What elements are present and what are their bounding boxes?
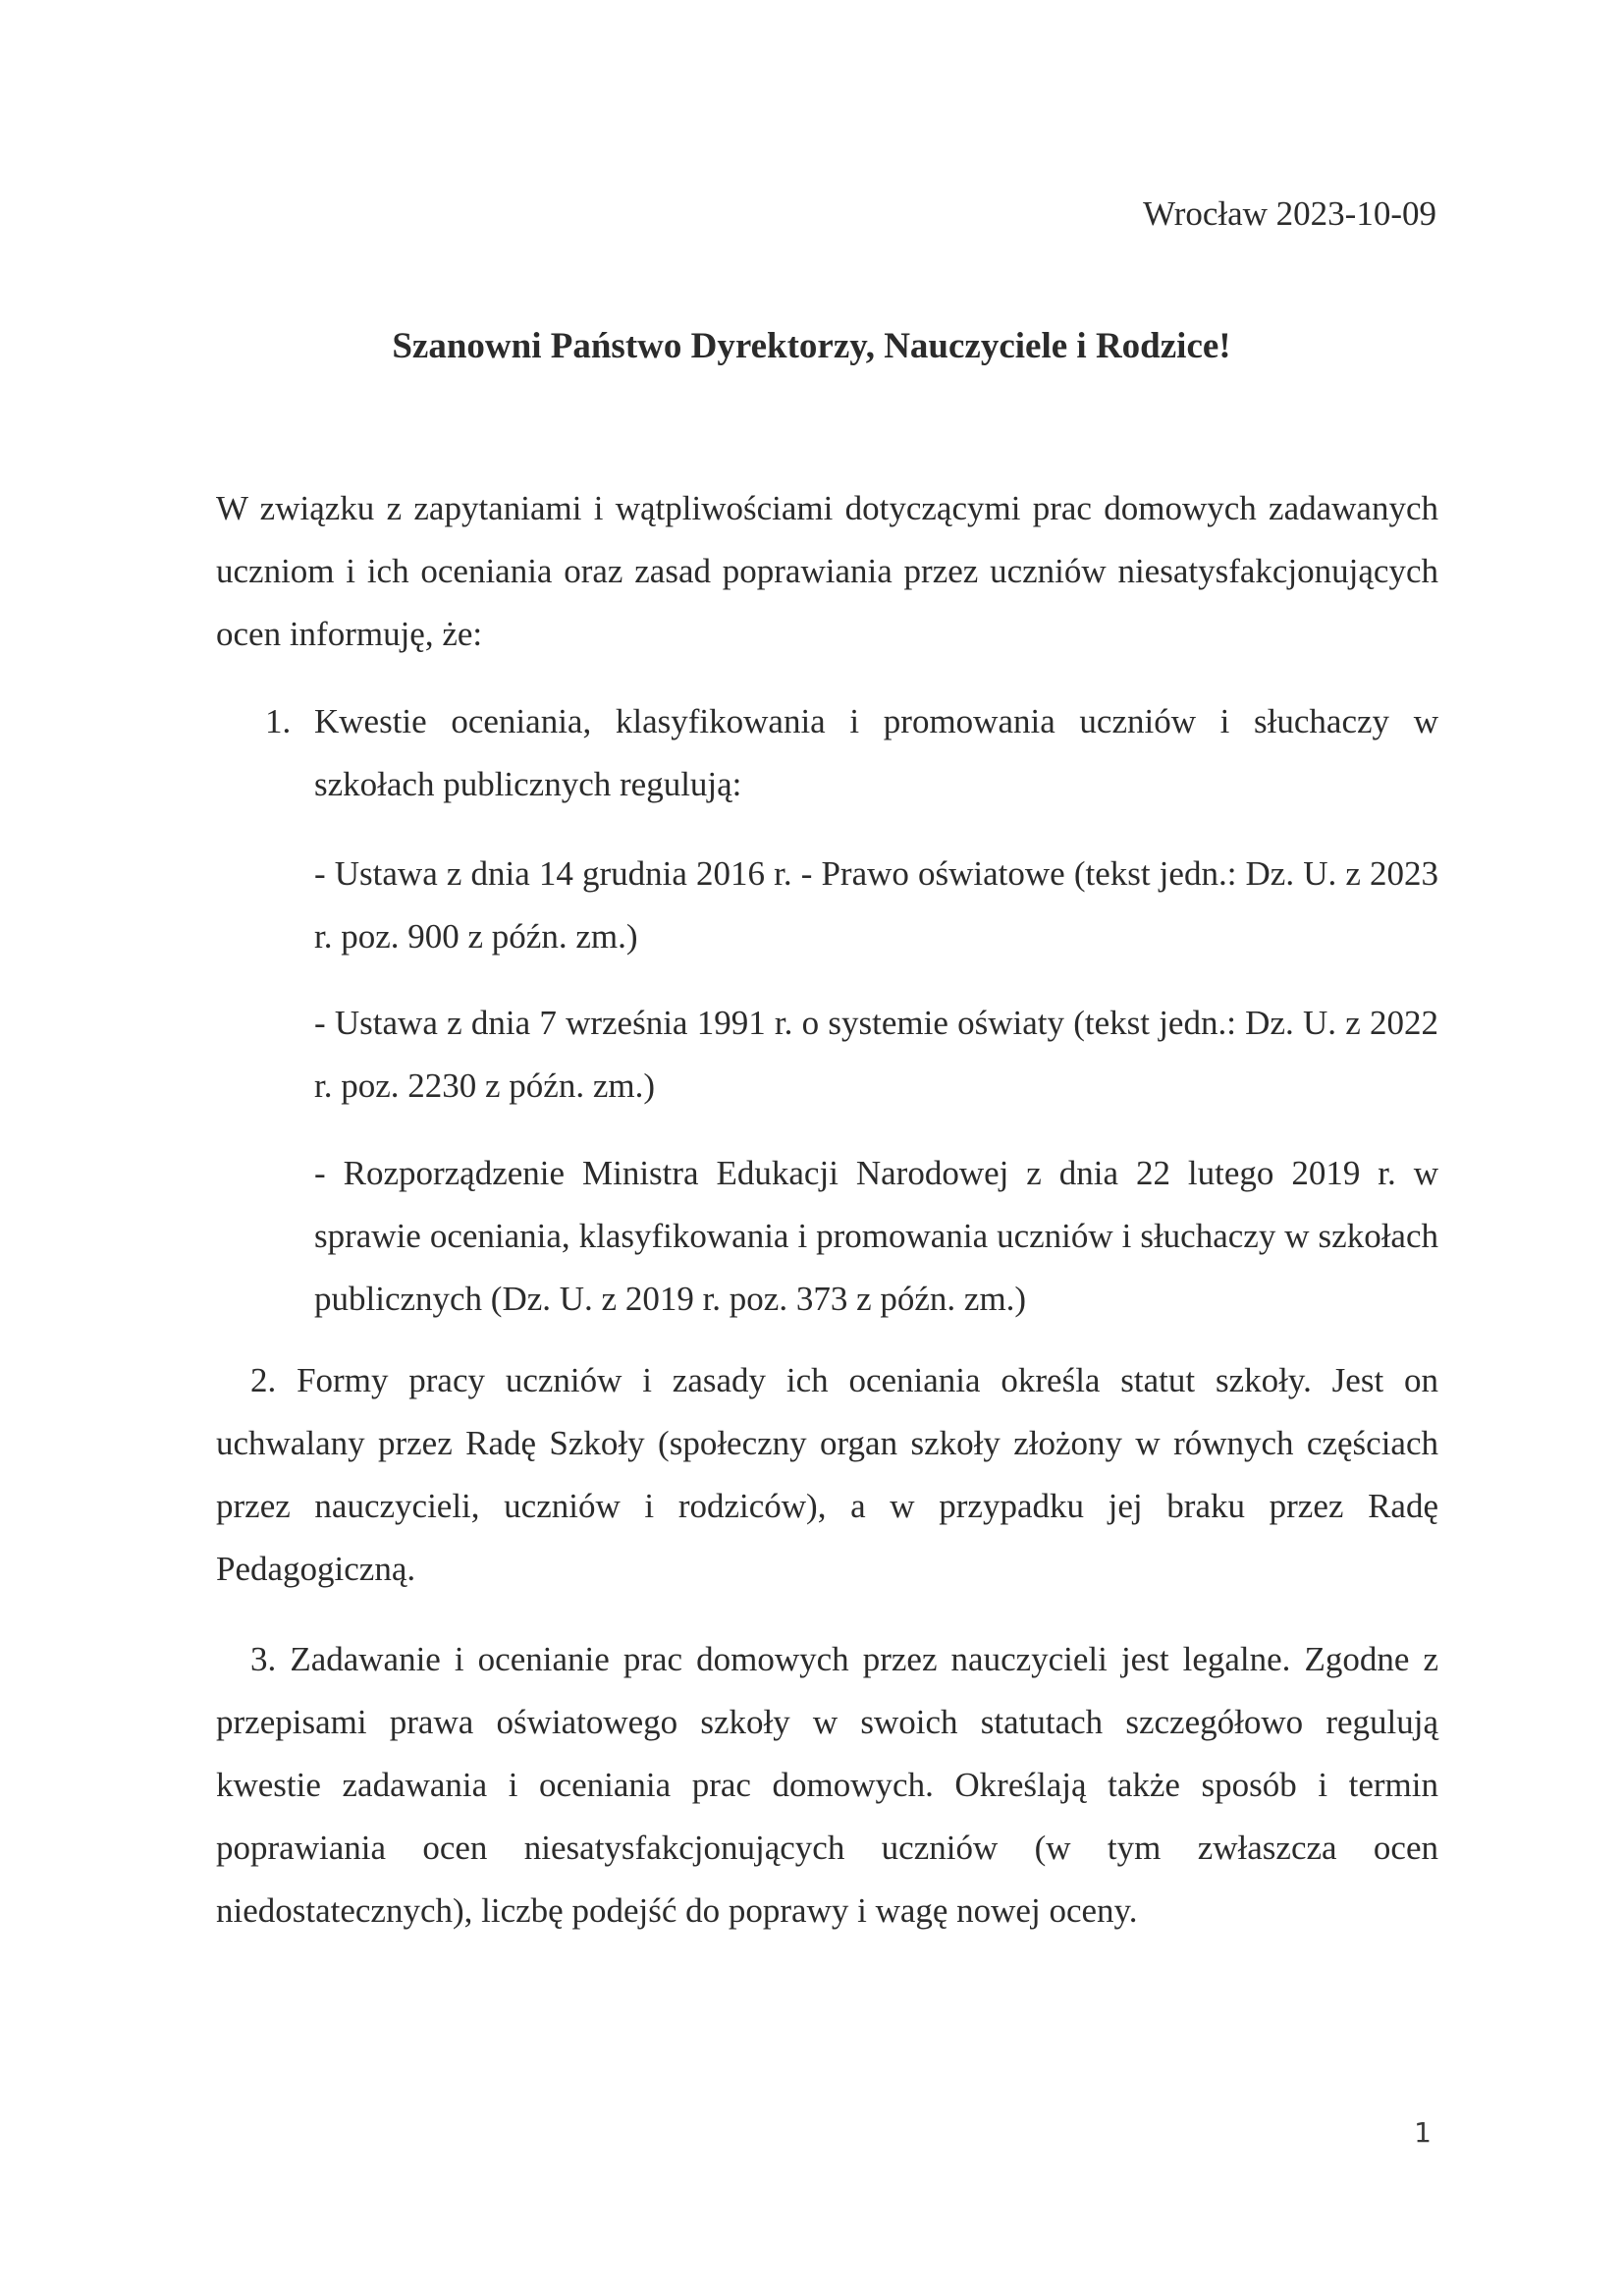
letter-salutation: Szanowni Państwo Dyrektorzy, Nauczyciele i Rodzice!: [392, 326, 1231, 366]
list-item-1: [265, 690, 1438, 816]
list-item-text: Zadawanie i ocenianie prac domowych przez nauczycieli jest legalne. Zgodne z przepisami prawa oświatowego szkoły w swoich statutach szczegółowo regulują kwestie zadawania i oceniania prac domowych. Określają także sposób i termin poprawiania ocen niesatysfakcjonujących uczniów (w tym zwłaszcza ocen niedostatecznych), liczbę podejść do poprawy i wagę nowej oceny.: [216, 1640, 1438, 1930]
legal-act-3: - Rozporządzenie Ministra Edukacji Narodowej z dnia 22 lutego 2019 r. w sprawie oceniania, klasyfikowania i promowania uczniów i słuchaczy w szkołach publicznych (Dz. U. z 2019 r. poz. 373 z późn. zm.): [314, 1154, 1438, 1318]
page-number: 1: [1414, 2116, 1432, 2149]
list-item-3: [216, 1628, 1438, 1942]
list-item-text: Formy pracy uczniów i zasady ich oceniania określa statut szkoły. Jest on uchwalany przez Radę Szkoły (społeczny organ szkoły złożony w równych częściach przez nauczycieli, uczniów i rodziców), a w przypadku jej braku przez Radę Pedagogiczną.: [216, 1361, 1439, 1588]
legal-act-1: - Ustawa z dnia 14 grudnia 2016 r. - Prawo oświatowe (tekst jedn.: Dz. U. z 2023 r. poz. 900 z późn. zm.): [314, 854, 1438, 956]
list-item-text: Kwestie oceniania, klasyfikowania i promowania uczniów i słuchaczy w szkołach publicznych regulują:: [314, 702, 1438, 803]
letter-date: Wrocław 2023-10-09: [1143, 194, 1436, 233]
intro-paragraph: W związku z zapytaniami i wątpliwościami dotyczącymi prac domowych zadawanych uczniom i ich oceniania oraz zasad poprawiania przez uczniów niesatysfakcjonujących ocen informuję, że:: [216, 489, 1438, 653]
list-item-number: 3.: [250, 1640, 277, 1678]
legal-act-2: - Ustawa z dnia 7 września 1991 r. o systemie oświaty (tekst jedn.: Dz. U. z 2022 r. poz. 2230 z późn. zm.): [314, 1004, 1438, 1105]
list-item-number: 2.: [250, 1361, 277, 1399]
list-item-number: 1.: [265, 702, 292, 740]
list-item-2: [216, 1349, 1438, 1601]
